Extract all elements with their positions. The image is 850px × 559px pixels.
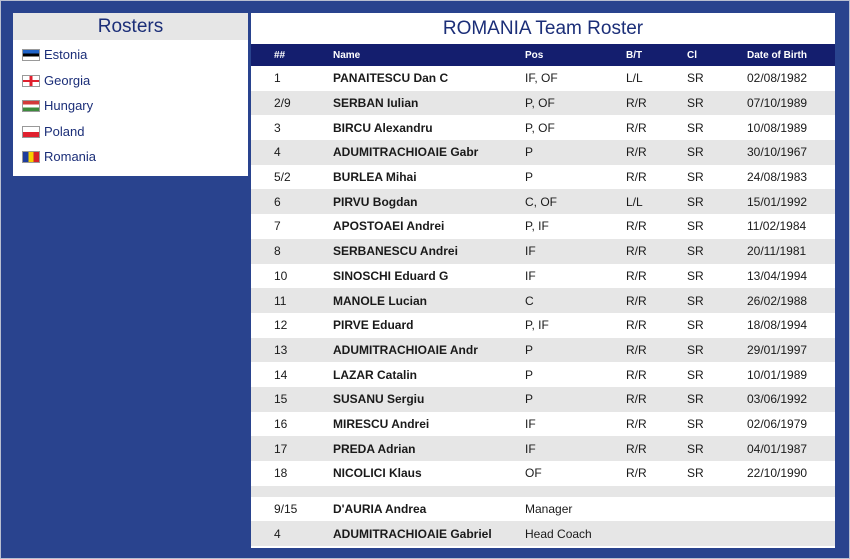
rosters-sidebar <box>13 13 248 176</box>
table-row <box>251 214 835 239</box>
player-class: SR <box>687 466 704 481</box>
player-name: BIRCU Alexandru <box>333 120 433 135</box>
player-bats-throws: R/R <box>626 466 647 481</box>
player-date-of-birth: 22/10/1990 <box>747 466 808 481</box>
player-class: SR <box>687 288 747 313</box>
player-bats-throws: R/R <box>626 416 647 431</box>
player-date-of-birth: 13/04/1994 <box>747 268 808 283</box>
sidebar-item-label[interactable]: Estonia <box>44 47 88 62</box>
player-bats-throws: R/R <box>626 120 647 135</box>
player-position: IF <box>525 416 536 431</box>
table-row <box>251 91 835 116</box>
player-position: IF <box>525 239 626 264</box>
sidebar-item-hungary[interactable] <box>13 93 248 119</box>
staff-number: 4 <box>251 521 333 546</box>
player-date-of-birth: 18/08/1994 <box>747 318 808 333</box>
staff-role: Head Coach <box>525 521 835 546</box>
table-row <box>251 461 835 486</box>
player-number: 15 <box>251 387 333 412</box>
staff-name: D'AURIA Andrea <box>333 502 427 517</box>
player-name: PREDA Adrian <box>333 436 525 461</box>
table-row <box>251 140 835 165</box>
player-class: SR <box>687 436 747 461</box>
player-name: PIRVU Bogdan <box>333 189 525 214</box>
sidebar-item-label[interactable]: Hungary <box>44 98 94 114</box>
player-class: SR <box>687 338 747 363</box>
roster-table-body <box>251 66 835 546</box>
table-row <box>251 412 835 437</box>
roster-table <box>251 44 835 546</box>
sidebar-item-label[interactable]: Poland <box>44 123 85 139</box>
player-number: 2/9 <box>251 91 333 116</box>
player-number: 10 <box>274 268 288 283</box>
player-date-of-birth: 29/01/1997 <box>747 338 835 363</box>
player-number: 7 <box>274 219 281 234</box>
table-row <box>251 436 835 461</box>
roster-country-list <box>13 42 248 170</box>
player-bats-throws: L/L <box>626 189 687 214</box>
player-date-of-birth: 10/01/1989 <box>747 367 808 382</box>
player-bats-throws: R/R <box>626 436 687 461</box>
player-name: MIRESCU Andrei <box>333 416 430 431</box>
player-position: P <box>525 170 534 185</box>
player-position: OF <box>525 466 542 481</box>
table-row <box>251 189 835 214</box>
player-bats-throws: R/R <box>626 367 647 382</box>
player-class: SR <box>687 239 747 264</box>
player-class: SR <box>687 71 704 86</box>
player-bats-throws: R/R <box>626 170 647 185</box>
player-number: 4 <box>251 140 333 165</box>
player-class: SR <box>687 91 747 116</box>
player-date-of-birth: 03/06/1992 <box>747 387 835 412</box>
player-date-of-birth: 02/08/1982 <box>747 71 808 86</box>
player-position: P, IF <box>525 219 549 234</box>
table-row <box>251 313 835 338</box>
georgia-flag-icon <box>22 75 40 87</box>
player-date-of-birth: 04/01/1987 <box>747 436 835 461</box>
player-class: SR <box>687 268 704 283</box>
sidebar-item-label[interactable]: Georgia <box>44 72 91 88</box>
player-name: ADUMITRACHIOAIE Gabr <box>333 140 525 165</box>
player-position: IF <box>525 268 536 283</box>
player-number: 3 <box>274 120 281 135</box>
player-position: P, OF <box>525 120 555 135</box>
player-name: PIRVE Eduard <box>333 318 414 333</box>
player-bats-throws: R/R <box>626 268 647 283</box>
player-class: SR <box>687 318 704 333</box>
player-number: 12 <box>274 318 288 333</box>
player-number: 16 <box>274 416 288 431</box>
player-number: 5/2 <box>274 170 291 185</box>
player-class: SR <box>687 416 704 431</box>
staff-number: 9/15 <box>274 502 298 517</box>
player-position: P <box>525 140 626 165</box>
player-name: SERBANESCU Andrei <box>333 239 525 264</box>
player-name: APOSTOAEI Andrei <box>333 219 445 234</box>
player-class: SR <box>687 189 747 214</box>
player-number: 18 <box>274 466 288 481</box>
player-date-of-birth: 15/01/1992 <box>747 189 835 214</box>
player-date-of-birth: 10/08/1989 <box>747 120 808 135</box>
staff-row <box>251 521 835 546</box>
sidebar-item-georgia[interactable] <box>13 68 248 94</box>
player-date-of-birth: 20/11/1981 <box>747 239 835 264</box>
player-bats-throws: R/R <box>626 91 687 116</box>
player-position: P, OF <box>525 91 626 116</box>
sidebar-item-estonia[interactable] <box>13 42 248 68</box>
player-name: SERBAN Iulian <box>333 91 525 116</box>
player-bats-throws: R/R <box>626 318 647 333</box>
table-row <box>251 264 835 289</box>
sidebar-item-romania[interactable] <box>13 144 248 170</box>
player-name: BURLEA Mihai <box>333 170 417 185</box>
estonia-flag-icon <box>22 49 40 61</box>
player-bats-throws: R/R <box>626 387 687 412</box>
column-header-number: ## <box>251 44 333 66</box>
player-bats-throws: R/R <box>626 219 647 234</box>
player-date-of-birth: 07/10/1989 <box>747 91 835 116</box>
player-name: MANOLE Lucian <box>333 288 525 313</box>
player-position: IF <box>525 436 626 461</box>
player-date-of-birth: 11/02/1984 <box>747 219 807 234</box>
player-class: SR <box>687 120 704 135</box>
player-class: SR <box>687 219 704 234</box>
romania-flag-icon <box>22 151 40 163</box>
table-row <box>251 288 835 313</box>
player-name: LAZAR Catalin <box>333 367 417 382</box>
page-title: ROMANIA Team Roster <box>442 18 644 39</box>
player-class: SR <box>687 140 747 165</box>
player-number: 1 <box>274 71 281 86</box>
player-bats-throws: R/R <box>626 288 687 313</box>
sidebar-title: Rosters <box>13 13 248 40</box>
player-class: SR <box>687 387 747 412</box>
player-number: 13 <box>251 338 333 363</box>
player-name: ADUMITRACHIOAIE Andr <box>333 338 525 363</box>
column-header-position: Pos <box>525 44 626 66</box>
sidebar-item-poland[interactable] <box>13 119 248 145</box>
staff-row <box>251 497 835 522</box>
player-position: IF, OF <box>525 71 558 86</box>
table-divider <box>251 486 835 497</box>
sidebar-item-label[interactable]: Romania <box>44 149 97 165</box>
player-position: C <box>525 288 626 313</box>
player-name: NICOLICI Klaus <box>333 466 422 481</box>
player-number: 17 <box>251 436 333 461</box>
table-row <box>251 387 835 412</box>
table-row <box>251 239 835 264</box>
player-number: 14 <box>274 367 288 382</box>
player-number: 11 <box>251 288 333 313</box>
column-header-class: Cl <box>687 44 747 66</box>
player-bats-throws: R/R <box>626 338 687 363</box>
column-header-name: Name <box>333 44 525 66</box>
table-row <box>251 165 835 190</box>
player-class: SR <box>687 170 704 185</box>
player-position: P <box>525 367 534 382</box>
roster-panel <box>251 13 835 548</box>
table-row <box>251 66 835 91</box>
player-date-of-birth: 30/10/1967 <box>747 140 835 165</box>
table-header-row <box>251 44 835 66</box>
player-name: SUSANU Sergiu <box>333 387 525 412</box>
player-date-of-birth: 26/02/1988 <box>747 288 835 313</box>
hungary-flag-icon <box>22 100 40 112</box>
player-bats-throws: R/R <box>626 140 687 165</box>
player-position: P <box>525 338 626 363</box>
table-row <box>251 338 835 363</box>
player-date-of-birth: 02/06/1979 <box>747 416 808 431</box>
column-header-bats-throws: B/T <box>626 44 687 66</box>
column-header-date-of-birth: Date of Birth <box>747 44 835 66</box>
player-number: 6 <box>251 189 333 214</box>
player-date-of-birth: 24/08/1983 <box>747 170 808 185</box>
player-position: P <box>525 387 626 412</box>
player-number: 8 <box>251 239 333 264</box>
player-position: C, OF <box>525 189 626 214</box>
table-row <box>251 362 835 387</box>
player-bats-throws: L/L <box>626 71 643 86</box>
player-class: SR <box>687 367 704 382</box>
player-position: P, IF <box>525 318 549 333</box>
player-name: PANAITESCU Dan C <box>333 71 449 86</box>
staff-role: Manager <box>525 502 573 517</box>
table-divider-row <box>251 486 835 497</box>
player-name: SINOSCHI Eduard G <box>333 268 449 283</box>
staff-name: ADUMITRACHIOAIE Gabriel <box>333 521 525 546</box>
poland-flag-icon <box>22 126 40 138</box>
table-row <box>251 115 835 140</box>
player-bats-throws: R/R <box>626 239 687 264</box>
